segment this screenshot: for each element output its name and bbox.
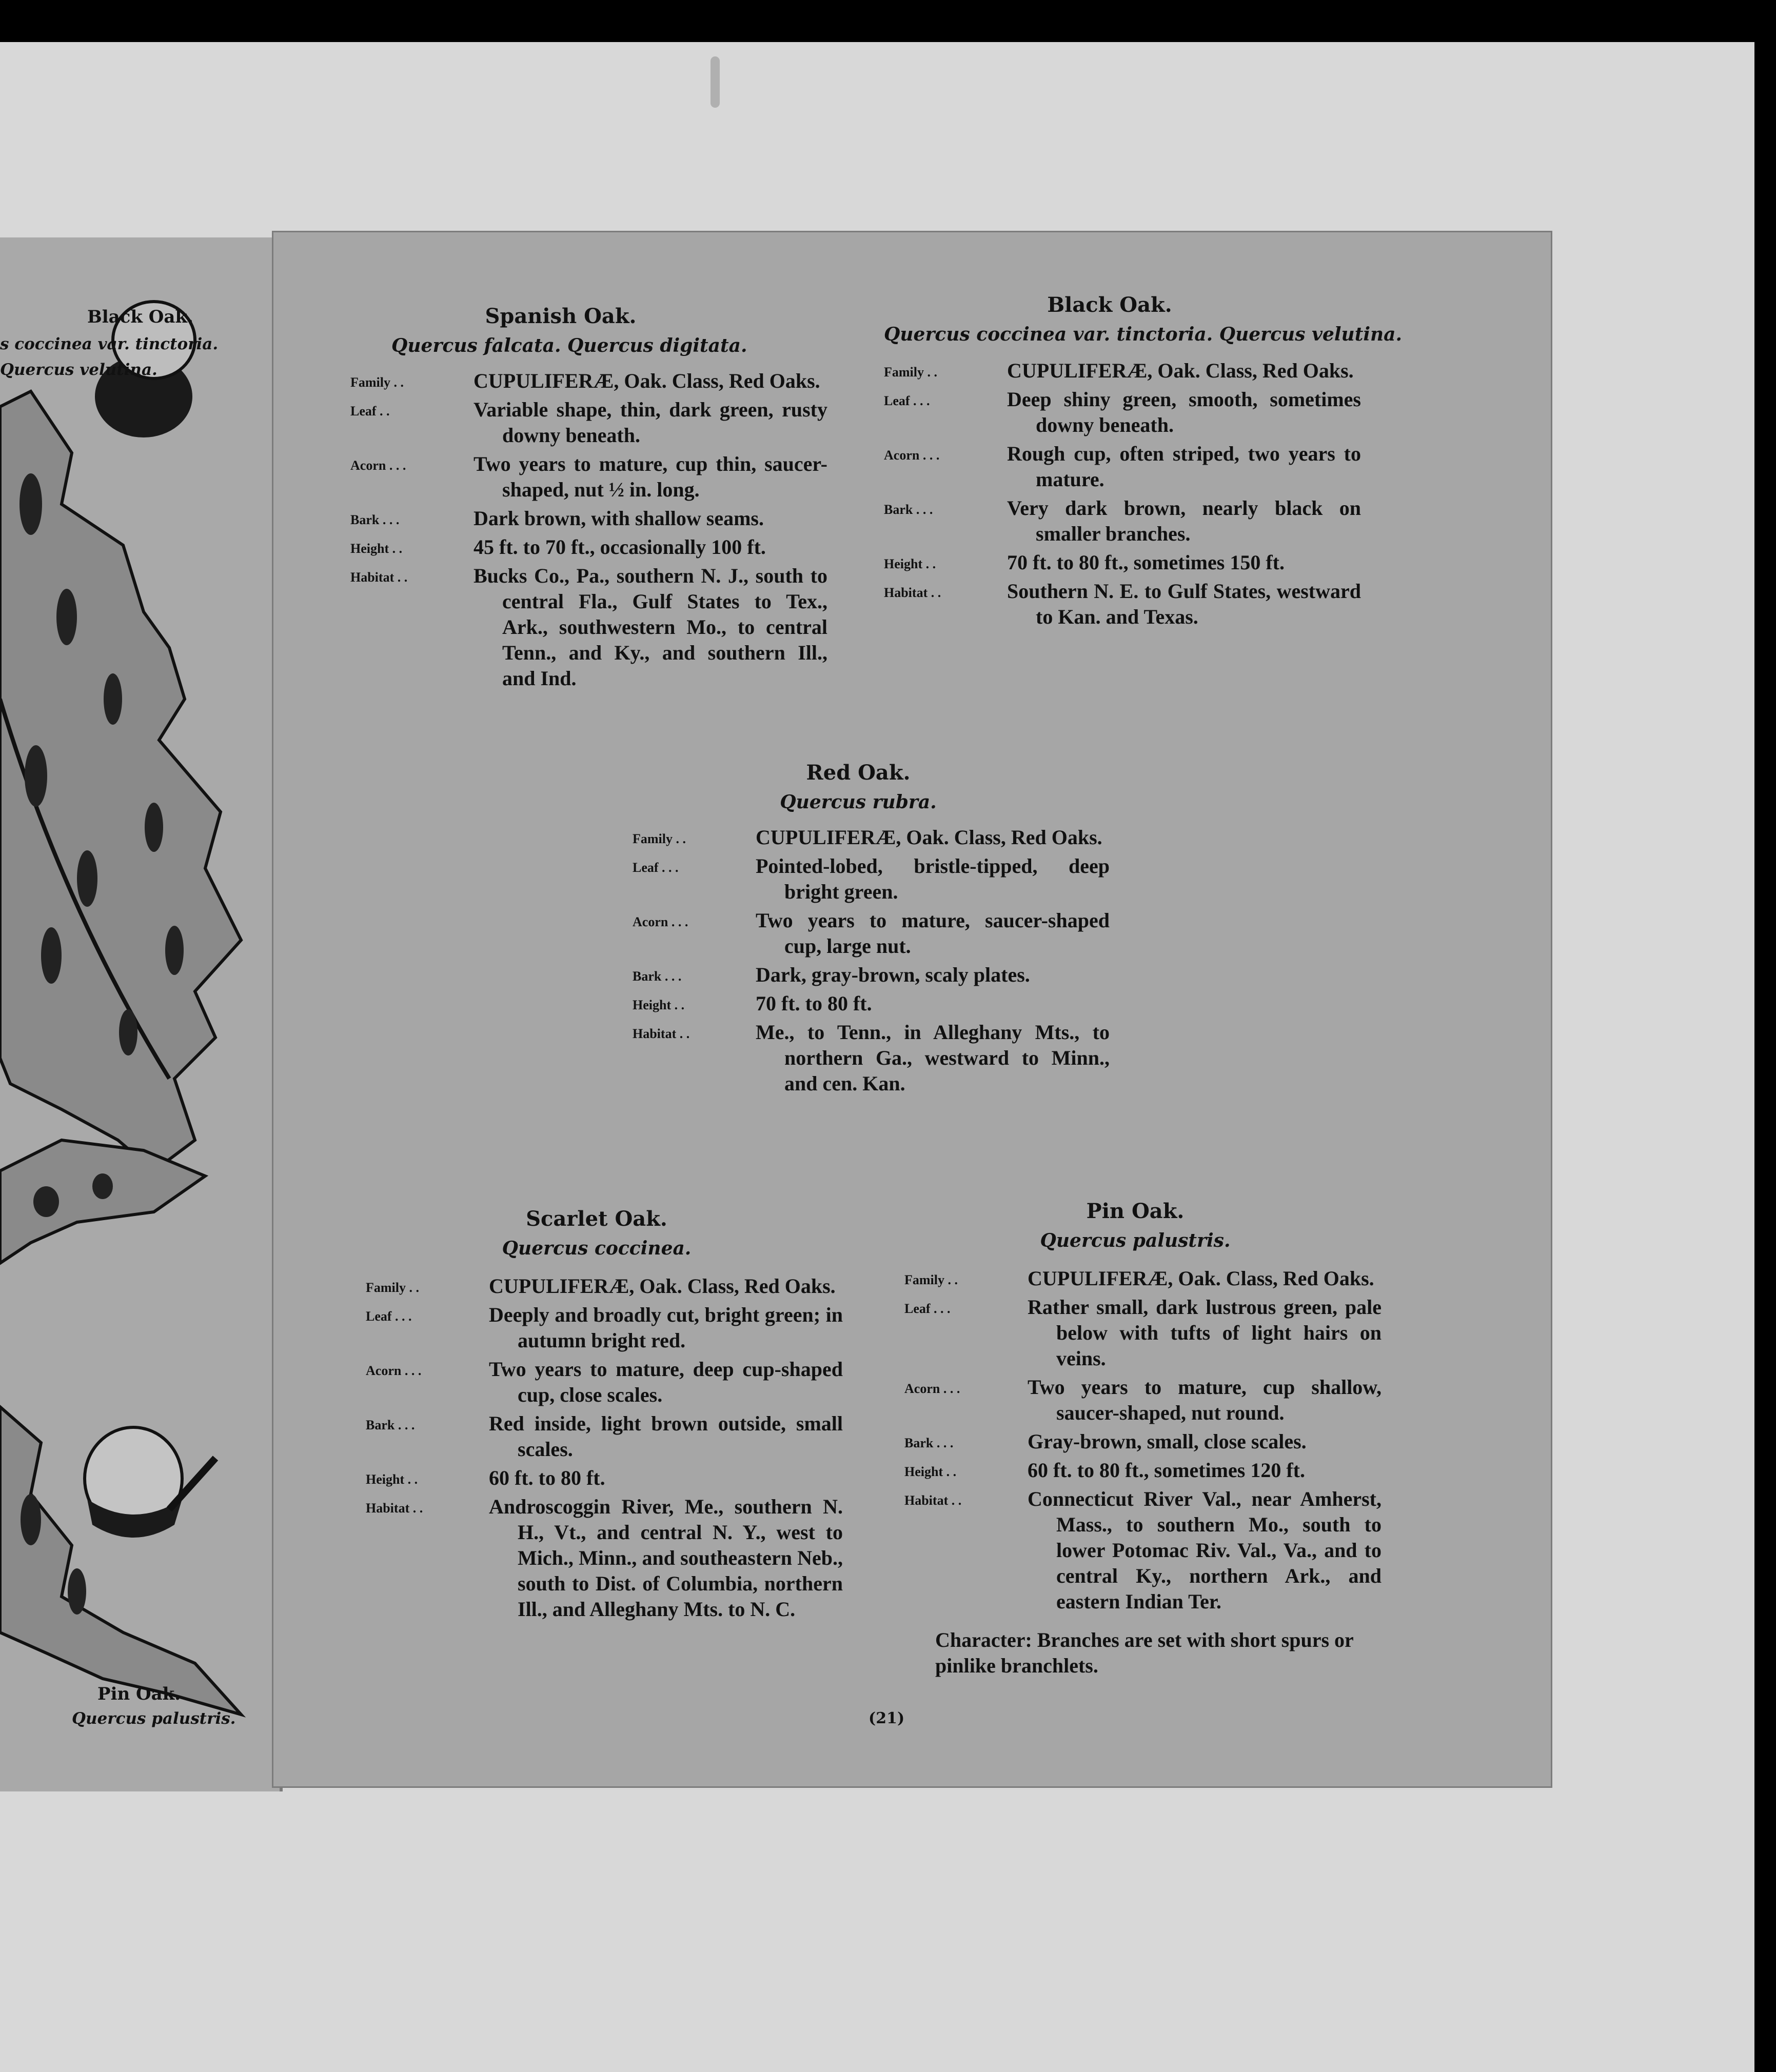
entry-key: Height . . bbox=[884, 556, 936, 571]
entry-key: Leaf . . . bbox=[366, 1309, 412, 1324]
entry-row bbox=[366, 1411, 843, 1462]
entry-row bbox=[633, 853, 1110, 905]
entry-value: Rough cup, often striped, two years to mature. bbox=[1007, 442, 1361, 491]
entry-key: Leaf . . . bbox=[884, 393, 930, 408]
scarlet-oak-entries bbox=[366, 1273, 843, 1625]
film-scratch bbox=[711, 56, 720, 108]
entry-key: Bark . . . bbox=[633, 969, 682, 984]
entry-value: Androscoggin River, Me., southern N. H., Vt., and central N. Y., west to Mich., Minn., and southeastern Neb., south to Dist. of Columbia, northern Ill., and Alleghany Mts. to N. C. bbox=[489, 1495, 843, 1621]
entry-value: CUPULIFERÆ, Oak. Class, Red Oaks. bbox=[756, 826, 1102, 849]
entry-row bbox=[904, 1374, 1382, 1426]
entry-key: Family . . bbox=[884, 365, 937, 380]
entry-row bbox=[366, 1494, 843, 1622]
entry-key: Leaf . . . bbox=[904, 1301, 951, 1316]
entry-row bbox=[350, 368, 827, 394]
spanish-oak-entries bbox=[350, 368, 827, 694]
entry-value: Dark, gray-brown, scaly plates. bbox=[756, 963, 1030, 986]
entry-value: Deeply and broadly cut, bright green; in autumn bright red. bbox=[489, 1303, 843, 1352]
entry-row bbox=[904, 1294, 1382, 1371]
entry-key: Family . . bbox=[366, 1280, 419, 1295]
entry-value: Bucks Co., Pa., southern N. J., south to central Fla., Gulf States to Tex., Ark., southwestern Mo., to central Tenn., and Ky., and southern Ill., and Ind. bbox=[473, 564, 827, 690]
entry-value: 60 ft. to 80 ft., sometimes 120 ft. bbox=[1028, 1459, 1305, 1482]
plate-sci-pin-oak: Quercus palustris. bbox=[72, 1709, 236, 1728]
entry-value: 70 ft. to 80 ft., sometimes 150 ft. bbox=[1007, 551, 1285, 574]
entry-key: Leaf . . . bbox=[633, 860, 679, 875]
entry-value: Southern N. E. to Gulf States, westward to Kan. and Texas. bbox=[1007, 580, 1361, 628]
plate-sci-black-oak-2: Quercus velutina. bbox=[0, 361, 157, 379]
entry-value: Two years to mature, deep cup-shaped cup, close scales. bbox=[489, 1358, 843, 1406]
entry-row bbox=[366, 1357, 843, 1408]
entry-value: Two years to mature, saucer-shaped cup, large nut. bbox=[756, 909, 1110, 958]
pin-oak-title: Pin Oak. bbox=[1086, 1199, 1185, 1223]
entry-row bbox=[633, 991, 1110, 1017]
entry-row bbox=[366, 1465, 843, 1491]
black-oak-scientific: Quercus coccinea var. tinctoria. Quercus velutina. bbox=[884, 324, 1403, 345]
entry-value: Connecticut River Val., near Amherst, Mass., to southern Mo., south to lower Potomac Riv. Val., Va., and to central Ky., northern Ark., and eastern Indian Ter. bbox=[1028, 1487, 1382, 1613]
entry-row bbox=[904, 1458, 1382, 1483]
entry-value: Me., to Tenn., in Alleghany Mts., to northern Ga., westward to Minn., and cen. Kan. bbox=[756, 1021, 1110, 1095]
entry-row bbox=[350, 397, 827, 448]
entry-row bbox=[350, 563, 827, 691]
entry-row bbox=[884, 358, 1361, 384]
entry-key: Acorn . . . bbox=[350, 458, 406, 473]
entry-value: Two years to mature, cup shallow, saucer-shaped, nut round. bbox=[1028, 1376, 1382, 1424]
entry-key: Bark . . . bbox=[366, 1418, 415, 1432]
entry-key: Height . . bbox=[366, 1472, 418, 1487]
entry-value: Pointed-lobed, bristle-tipped, deep bright green. bbox=[756, 854, 1110, 903]
pin-oak-scientific: Quercus palustris. bbox=[1040, 1230, 1231, 1251]
entry-key: Habitat . . bbox=[904, 1493, 962, 1508]
entry-row bbox=[350, 506, 827, 531]
black-oak-title: Black Oak. bbox=[1047, 293, 1172, 317]
entry-value: CUPULIFERÆ, Oak. Class, Red Oaks. bbox=[473, 369, 820, 392]
entry-value: Dark brown, with shallow seams. bbox=[473, 507, 764, 530]
scarlet-oak-scientific: Quercus coccinea. bbox=[502, 1238, 692, 1259]
entry-key: Family . . bbox=[633, 831, 686, 846]
entry-value: 45 ft. to 70 ft., occasionally 100 ft. bbox=[473, 535, 766, 559]
entry-value: Variable shape, thin, dark green, rusty downy beneath. bbox=[473, 398, 827, 447]
entry-key: Family . . bbox=[350, 375, 404, 390]
entry-row bbox=[366, 1302, 843, 1353]
spanish-oak-title: Spanish Oak. bbox=[485, 304, 637, 328]
entry-row bbox=[884, 579, 1361, 630]
page-number: (21) bbox=[869, 1709, 905, 1727]
entry-key: Habitat . . bbox=[350, 570, 408, 585]
entry-key: Family . . bbox=[904, 1272, 958, 1287]
entry-key: Leaf . . bbox=[350, 404, 390, 419]
entry-row bbox=[884, 550, 1361, 575]
entry-row bbox=[633, 1020, 1110, 1097]
entry-row bbox=[633, 825, 1110, 850]
right-page-text bbox=[272, 231, 1552, 1788]
pin-oak-entries bbox=[904, 1266, 1382, 1618]
entry-value: 60 ft. to 80 ft. bbox=[489, 1466, 605, 1489]
entry-key: Bark . . . bbox=[884, 502, 933, 517]
entry-key: Bark . . . bbox=[904, 1436, 954, 1450]
pin-oak-character: Character: Branches are set with short spurs or pinlike branchlets. bbox=[935, 1628, 1354, 1677]
entry-row bbox=[350, 534, 827, 560]
entry-row bbox=[350, 451, 827, 503]
entry-row bbox=[884, 441, 1361, 492]
oak-leaf-illustration bbox=[0, 237, 280, 1791]
plate-sci-black-oak-1: s coccinea var. tinctoria. bbox=[0, 335, 219, 353]
entry-value: CUPULIFERÆ, Oak. Class, Red Oaks. bbox=[1028, 1267, 1374, 1290]
entry-row bbox=[904, 1486, 1382, 1615]
entry-key: Habitat . . bbox=[366, 1501, 423, 1516]
entry-row bbox=[904, 1266, 1382, 1291]
entry-value: Gray-brown, small, close scales. bbox=[1028, 1430, 1307, 1453]
entry-value: Rather small, dark lustrous green, pale below with tufts of light hairs on veins. bbox=[1028, 1296, 1382, 1370]
entry-value: Two years to mature, cup thin, saucer-shaped, nut ½ in. long. bbox=[473, 452, 827, 501]
entry-key: Acorn . . . bbox=[366, 1363, 422, 1378]
entry-key: Acorn . . . bbox=[884, 448, 940, 463]
entry-key: Height . . bbox=[350, 541, 403, 556]
red-oak-entries bbox=[633, 825, 1110, 1100]
entry-row bbox=[904, 1429, 1382, 1455]
entry-key: Habitat . . bbox=[633, 1026, 690, 1041]
plate-label-black-oak: Black Oak. bbox=[87, 307, 193, 327]
entry-value: Red inside, light brown outside, small scales. bbox=[489, 1412, 843, 1461]
entry-value: CUPULIFERÆ, Oak. Class, Red Oaks. bbox=[489, 1274, 836, 1298]
scarlet-oak-title: Scarlet Oak. bbox=[526, 1207, 667, 1231]
red-oak-scientific: Quercus rubra. bbox=[780, 791, 937, 813]
entry-row bbox=[884, 387, 1361, 438]
entry-key: Acorn . . . bbox=[904, 1381, 960, 1396]
entry-key: Bark . . . bbox=[350, 512, 400, 527]
entry-key: Habitat . . bbox=[884, 585, 941, 600]
entry-row bbox=[633, 962, 1110, 988]
entry-value: Very dark brown, nearly black on smaller branches. bbox=[1007, 496, 1361, 545]
entry-key: Height . . bbox=[633, 998, 685, 1012]
plate-label-pin-oak: Pin Oak. bbox=[97, 1684, 181, 1704]
entry-value: CUPULIFERÆ, Oak. Class, Red Oaks. bbox=[1007, 359, 1354, 382]
entry-key: Acorn . . . bbox=[633, 914, 688, 929]
black-oak-entries bbox=[884, 358, 1361, 633]
entry-value: Deep shiny green, smooth, sometimes downy beneath. bbox=[1007, 388, 1361, 436]
entry-value: 70 ft. to 80 ft. bbox=[756, 992, 872, 1015]
entry-row bbox=[366, 1273, 843, 1299]
red-oak-title: Red Oak. bbox=[806, 761, 911, 785]
entry-row bbox=[884, 495, 1361, 547]
pin-oak-leaf bbox=[0, 1140, 205, 1263]
left-page-plate bbox=[0, 237, 283, 1791]
entry-row bbox=[633, 908, 1110, 959]
entry-key: Height . . bbox=[904, 1464, 957, 1479]
spanish-oak-scientific: Quercus falcata. Quercus digitata. bbox=[391, 335, 747, 356]
